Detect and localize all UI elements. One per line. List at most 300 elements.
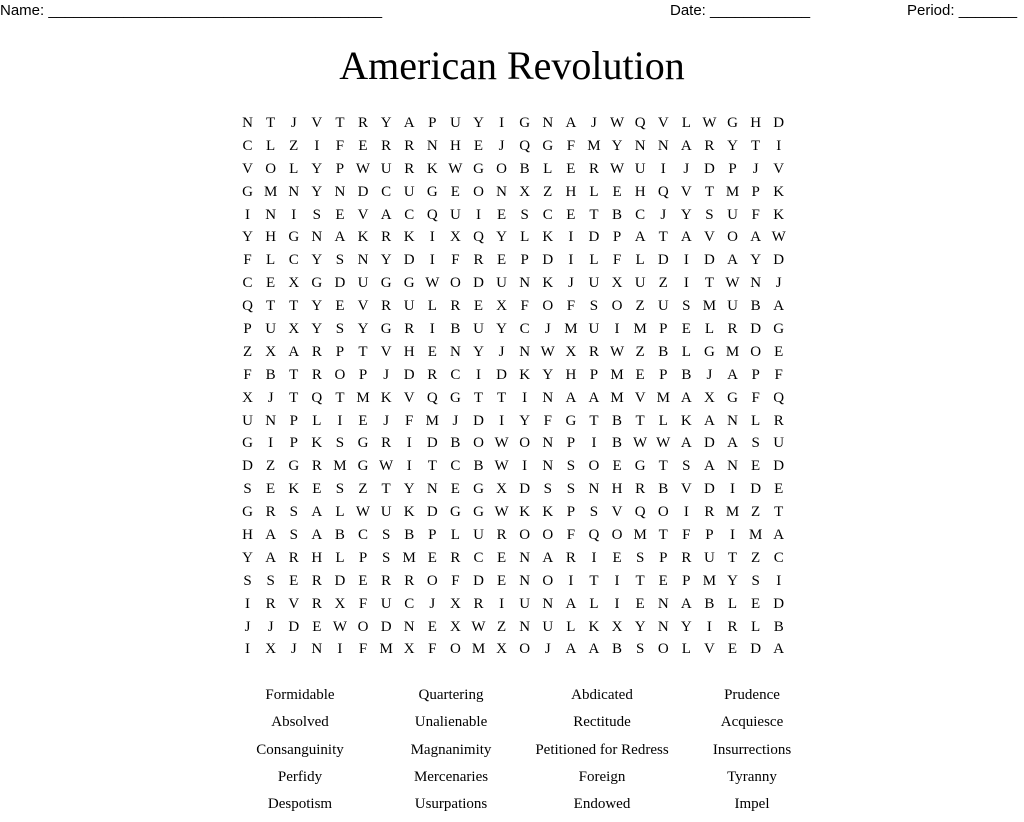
grid-letter: R xyxy=(381,229,392,246)
grid-letter: E xyxy=(635,366,645,383)
grid-row xyxy=(236,181,790,204)
grid-letter: G xyxy=(288,229,300,246)
grid-letter: R xyxy=(381,298,392,315)
grid-letter: A xyxy=(680,389,692,406)
grid-letter: A xyxy=(727,252,738,269)
grid-letter: T xyxy=(727,549,738,566)
grid-letter: R xyxy=(265,595,276,612)
grid-letter: L xyxy=(566,618,576,635)
grid-letter: A xyxy=(727,366,738,383)
grid-letter: M xyxy=(263,183,278,200)
grid-letter: D xyxy=(473,412,484,429)
grid-letter: B xyxy=(704,595,715,612)
grid-letter: J xyxy=(267,389,274,406)
grid-letter: C xyxy=(473,549,484,566)
grid-letter: O xyxy=(265,160,277,177)
grid-letter: H xyxy=(311,549,323,566)
grid-letter: E xyxy=(751,458,761,475)
grid-letter: C xyxy=(242,137,253,154)
grid-letter: Z xyxy=(635,343,645,360)
grid-row xyxy=(236,410,790,433)
grid-letter: Y xyxy=(380,114,392,131)
grid-letter: J xyxy=(452,412,459,429)
grid-letter: Y xyxy=(311,298,323,315)
grid-letter: G xyxy=(704,343,715,360)
grid-letter: L xyxy=(751,618,761,635)
grid-letter: I xyxy=(660,160,666,177)
grid-letter: H xyxy=(265,229,277,246)
grid-letter: D xyxy=(773,252,785,269)
grid-letter: G xyxy=(449,504,461,521)
grid-letter: A xyxy=(565,595,577,612)
grid-letter: M xyxy=(725,504,740,521)
grid-letter: D xyxy=(750,481,762,498)
grid-letter: G xyxy=(242,183,253,200)
grid-letter: X xyxy=(288,320,300,337)
grid-row xyxy=(236,570,790,593)
grid-letter: X xyxy=(496,641,507,658)
grid-letter: Z xyxy=(543,183,553,200)
grid-letter: K xyxy=(519,366,531,383)
grid-letter: Y xyxy=(496,320,507,337)
grid-letter: R xyxy=(681,549,692,566)
grid-letter: E xyxy=(496,252,507,269)
grid-letter: R xyxy=(311,595,322,612)
grid-letter: M xyxy=(610,389,624,406)
grid-letter: O xyxy=(334,366,346,383)
grid-letter: B xyxy=(473,458,484,475)
grid-letter: T xyxy=(289,389,299,406)
grid-letter: A xyxy=(680,435,692,452)
grid-letter: Z xyxy=(358,481,368,498)
grid-letter: K xyxy=(773,183,785,200)
grid-letter: S xyxy=(566,481,576,498)
grid-letter: K xyxy=(288,481,300,498)
grid-letter: U xyxy=(773,435,785,452)
grid-letter: S xyxy=(289,504,298,521)
grid-letter: V xyxy=(704,641,715,658)
word-list-item: Formidable xyxy=(265,687,335,703)
grid-row xyxy=(236,135,790,158)
grid-letter: J xyxy=(752,160,759,177)
grid-letter: R xyxy=(404,137,415,154)
grid-letter: U xyxy=(380,160,392,177)
grid-letter: A xyxy=(265,549,277,566)
grid-letter: X xyxy=(242,389,253,406)
grid-letter: S xyxy=(589,298,599,315)
grid-letter: R xyxy=(381,435,392,452)
grid-letter: N xyxy=(634,137,646,154)
grid-letter: Y xyxy=(519,412,531,429)
grid-letter: B xyxy=(612,641,623,658)
grid-letter: N xyxy=(657,595,669,612)
word-list-item: Quartering xyxy=(418,687,484,703)
grid-letter: G xyxy=(242,504,253,521)
grid-row xyxy=(236,616,790,639)
grid-letter: I xyxy=(475,366,481,383)
grid-letter: Y xyxy=(634,618,646,635)
grid-letter: R xyxy=(704,137,715,154)
grid-letter: U xyxy=(727,206,738,223)
grid-letter: R xyxy=(473,595,484,612)
grid-letter: F xyxy=(405,412,414,429)
grid-letter: X xyxy=(704,389,715,406)
grid-letter: B xyxy=(750,298,761,315)
grid-letter: K xyxy=(426,160,438,177)
word-list-item: Perfidy xyxy=(277,768,323,785)
grid-letter: F xyxy=(543,412,552,429)
grid-letter: R xyxy=(588,343,599,360)
grid-letter: W xyxy=(448,160,463,177)
grid-letter: U xyxy=(403,183,415,200)
grid-letter: J xyxy=(383,366,390,383)
grid-letter: S xyxy=(543,481,552,498)
grid-letter: O xyxy=(473,183,484,200)
grid-letter: V xyxy=(311,114,323,131)
grid-letter: U xyxy=(496,275,507,292)
grid-letter: T xyxy=(704,183,714,200)
grid-letter: N xyxy=(311,229,323,246)
word-list-item: Prudence xyxy=(724,687,780,703)
grid-row xyxy=(236,593,790,616)
grid-letter: N xyxy=(519,343,531,360)
grid-letter: E xyxy=(658,572,668,589)
grid-letter: C xyxy=(288,252,299,269)
grid-letter: N xyxy=(657,137,669,154)
grid-letter: T xyxy=(381,481,391,498)
grid-letter: D xyxy=(288,618,300,635)
grid-letter: I xyxy=(730,526,736,543)
grid-letter: Z xyxy=(658,275,668,292)
grid-letter: E xyxy=(335,298,345,315)
grid-letter: B xyxy=(612,435,623,452)
grid-letter: K xyxy=(311,435,323,452)
grid-letter: C xyxy=(773,549,784,566)
grid-letter: R xyxy=(704,504,715,521)
grid-letter: N xyxy=(403,618,415,635)
grid-letter: P xyxy=(335,160,345,177)
grid-letter: V xyxy=(704,229,715,246)
grid-letter: P xyxy=(566,504,576,521)
grid-letter: E xyxy=(473,137,484,154)
grid-letter: A xyxy=(311,526,323,543)
grid-letter: I xyxy=(475,206,481,223)
grid-letter: O xyxy=(426,572,438,589)
grid-letter: G xyxy=(242,435,253,452)
grid-letter: A xyxy=(542,549,554,566)
grid-letter: S xyxy=(381,549,391,566)
grid-letter: J xyxy=(683,160,690,177)
grid-letter: W xyxy=(494,458,509,475)
grid-letter: U xyxy=(588,320,600,337)
grid-letter: F xyxy=(520,298,529,315)
grid-letter: N xyxy=(288,183,300,200)
grid-letter: I xyxy=(591,435,597,452)
grid-letter: R xyxy=(473,252,484,269)
grid-letter: O xyxy=(519,641,531,658)
grid-letter: V xyxy=(680,481,692,498)
grid-letter: N xyxy=(449,343,461,360)
grid-letter: K xyxy=(542,275,554,292)
grid-letter: Z xyxy=(635,298,645,315)
grid-letter: L xyxy=(312,412,322,429)
grid-letter: I xyxy=(614,320,620,337)
grid-letter: R xyxy=(311,343,322,360)
grid-letter: P xyxy=(659,320,668,337)
grid-letter: Y xyxy=(357,320,369,337)
grid-letter: Q xyxy=(634,504,646,521)
grid-letter: M xyxy=(702,572,717,589)
grid-letter: G xyxy=(727,389,738,406)
grid-letter: W xyxy=(425,275,440,292)
grid-letter: U xyxy=(242,412,253,429)
grid-letter: M xyxy=(633,526,647,543)
grid-letter: T xyxy=(335,389,345,406)
grid-letter: X xyxy=(334,595,346,612)
grid-letter: I xyxy=(683,275,689,292)
grid-letter: W xyxy=(355,504,371,521)
grid-letter: L xyxy=(589,183,599,200)
grid-letter: J xyxy=(267,618,274,635)
grid-letter: Y xyxy=(403,481,415,498)
grid-letter: C xyxy=(450,366,461,383)
grid-letter: O xyxy=(449,275,461,292)
grid-letter: N xyxy=(542,435,554,452)
grid-letter: D xyxy=(750,641,762,658)
grid-letter: T xyxy=(704,275,714,292)
grid-letter: T xyxy=(335,114,345,131)
grid-letter: N xyxy=(519,572,531,589)
grid-letter: K xyxy=(680,412,692,429)
grid-letter: V xyxy=(357,206,369,223)
grid-letter: V xyxy=(773,160,785,177)
grid-letter: D xyxy=(773,458,785,475)
grid-letter: F xyxy=(243,366,252,383)
grid-letter: W xyxy=(771,229,786,246)
grid-letter: D xyxy=(334,275,346,292)
grid-letter: N xyxy=(657,618,669,635)
grid-letter: O xyxy=(473,435,484,452)
grid-letter: Y xyxy=(311,183,323,200)
grid-letter: O xyxy=(750,343,762,360)
word-list-item: Magnanimity xyxy=(410,741,492,758)
grid-letter: A xyxy=(288,343,300,360)
grid-letter: B xyxy=(658,343,669,360)
grid-letter: S xyxy=(566,458,576,475)
grid-letter: Q xyxy=(426,389,438,406)
grid-letter: E xyxy=(612,549,622,566)
grid-letter: C xyxy=(450,458,461,475)
grid-letter: W xyxy=(332,618,347,635)
grid-letter: I xyxy=(499,412,505,429)
grid-letter: S xyxy=(335,481,345,498)
grid-letter: L xyxy=(427,298,437,315)
grid-letter: X xyxy=(496,481,507,498)
grid-letter: K xyxy=(403,504,415,521)
grid-letter: J xyxy=(498,343,505,360)
grid-letter: O xyxy=(727,229,738,246)
grid-letter: P xyxy=(589,366,599,383)
grid-letter: B xyxy=(612,412,623,429)
grid-letter: A xyxy=(588,389,600,406)
grid-letter: Y xyxy=(242,549,253,566)
grid-letter: P xyxy=(659,549,668,566)
grid-row xyxy=(236,318,790,341)
grid-letter: I xyxy=(245,595,251,612)
grid-letter: R xyxy=(404,160,415,177)
grid-letter: I xyxy=(568,252,574,269)
grid-letter: M xyxy=(471,641,486,658)
grid-letter: L xyxy=(751,412,761,429)
grid-letter: D xyxy=(403,252,415,269)
grid-letter: Z xyxy=(289,137,299,154)
grid-letter: W xyxy=(471,618,486,635)
grid-letter: R xyxy=(288,549,299,566)
grid-letter: B xyxy=(658,481,669,498)
grid-letter: L xyxy=(335,549,345,566)
grid-letter: J xyxy=(244,618,251,635)
grid-letter: E xyxy=(427,343,437,360)
grid-letter: D xyxy=(403,366,415,383)
grid-letter: M xyxy=(402,549,416,566)
grid-letter: B xyxy=(519,160,530,177)
grid-letter: G xyxy=(403,275,415,292)
grid-letter: O xyxy=(496,160,507,177)
grid-letter: U xyxy=(519,595,531,612)
grid-letter: R xyxy=(311,458,322,475)
grid-letter: U xyxy=(704,549,715,566)
grid-letter: O xyxy=(449,641,461,658)
word-list-item: Foreign xyxy=(578,768,626,785)
word-list-item: Rectitude xyxy=(573,714,631,731)
grid-letter: C xyxy=(404,595,415,612)
grid-letter: P xyxy=(659,366,668,383)
grid-letter: N xyxy=(357,252,369,269)
grid-letter: H xyxy=(242,526,253,543)
grid-letter: L xyxy=(266,137,276,154)
grid-letter: S xyxy=(266,572,275,589)
grid-letter: A xyxy=(727,435,738,452)
grid-letter: J xyxy=(660,206,667,223)
grid-letter: X xyxy=(565,343,577,360)
grid-letter: D xyxy=(357,183,369,200)
grid-letter: G xyxy=(727,114,738,131)
grid-letter: Z xyxy=(751,504,761,521)
grid-letter: K xyxy=(380,389,392,406)
grid-letter: W xyxy=(633,435,648,452)
grid-row xyxy=(236,478,790,501)
grid-letter: D xyxy=(773,114,785,131)
grid-letter: W xyxy=(725,275,740,292)
grid-letter: D xyxy=(473,572,484,589)
grid-letter: I xyxy=(429,252,435,269)
grid-letter: E xyxy=(566,206,576,223)
grid-letter: F xyxy=(243,252,252,269)
grid-letter: Q xyxy=(311,389,323,406)
grid-letter: S xyxy=(289,526,298,543)
grid-letter: S xyxy=(243,572,252,589)
grid-letter: R xyxy=(381,137,392,154)
grid-letter: J xyxy=(706,366,713,383)
grid-letter: C xyxy=(519,320,530,337)
grid-letter: J xyxy=(544,320,551,337)
grid-letter: N xyxy=(542,389,554,406)
grid-letter: X xyxy=(449,595,461,612)
grid-letter: E xyxy=(427,618,437,635)
grid-letter: Y xyxy=(311,252,323,269)
grid-letter: D xyxy=(242,458,253,475)
grid-letter: V xyxy=(634,389,646,406)
grid-letter: S xyxy=(335,435,345,452)
grid-letter: G xyxy=(449,389,461,406)
grid-letter: D xyxy=(426,435,438,452)
grid-letter: X xyxy=(496,298,507,315)
grid-letter: U xyxy=(265,320,277,337)
grid-letter: K xyxy=(519,504,531,521)
grid-letter: E xyxy=(358,137,368,154)
word-list-item: Tyranny xyxy=(727,768,777,785)
grid-letter: W xyxy=(656,435,671,452)
grid-letter: D xyxy=(704,435,715,452)
grid-letter: G xyxy=(357,435,369,452)
grid-letter: O xyxy=(542,526,554,543)
grid-letter: A xyxy=(380,206,392,223)
grid-letter: N xyxy=(311,641,323,658)
grid-letter: P xyxy=(682,572,691,589)
grid-letter: Y xyxy=(496,229,507,246)
grid-letter: J xyxy=(567,275,574,292)
grid-letter: T xyxy=(635,412,645,429)
grid-letter: O xyxy=(657,504,669,521)
grid-letter: R xyxy=(727,618,738,635)
grid-letter: A xyxy=(704,458,715,475)
grid-letter: R xyxy=(635,481,646,498)
grid-letter: H xyxy=(634,183,646,200)
grid-letter: B xyxy=(681,366,692,383)
grid-letter: I xyxy=(730,481,736,498)
grid-letter: Z xyxy=(496,618,507,635)
grid-letter: E xyxy=(774,481,784,498)
grid-letter: D xyxy=(496,366,507,383)
grid-letter: B xyxy=(450,320,461,337)
grid-letter: B xyxy=(612,206,623,223)
grid-letter: U xyxy=(657,298,669,315)
grid-letter: F xyxy=(358,641,368,658)
grid-letter: F xyxy=(358,595,368,612)
grid-letter: L xyxy=(681,114,691,131)
grid-letter: S xyxy=(751,572,760,589)
grid-letter: J xyxy=(544,641,551,658)
grid-letter: U xyxy=(588,275,600,292)
grid-letter: G xyxy=(288,458,300,475)
grid-letter: L xyxy=(658,412,668,429)
grid-letter: E xyxy=(635,595,645,612)
grid-letter: I xyxy=(406,458,412,475)
grid-letter: X xyxy=(519,183,531,200)
grid-letter: E xyxy=(727,641,738,658)
grid-letter: T xyxy=(266,114,276,131)
grid-letter: J xyxy=(290,641,297,658)
grid-letter: W xyxy=(609,343,625,360)
grid-letter: A xyxy=(634,229,646,246)
grid-letter: T xyxy=(589,206,599,223)
grid-letter: L xyxy=(266,252,276,269)
grid-letter: L xyxy=(450,526,460,543)
grid-letter: A xyxy=(403,114,415,131)
grid-letter: B xyxy=(265,366,276,383)
grid-letter: B xyxy=(334,526,345,543)
grid-letter: X xyxy=(265,641,277,658)
